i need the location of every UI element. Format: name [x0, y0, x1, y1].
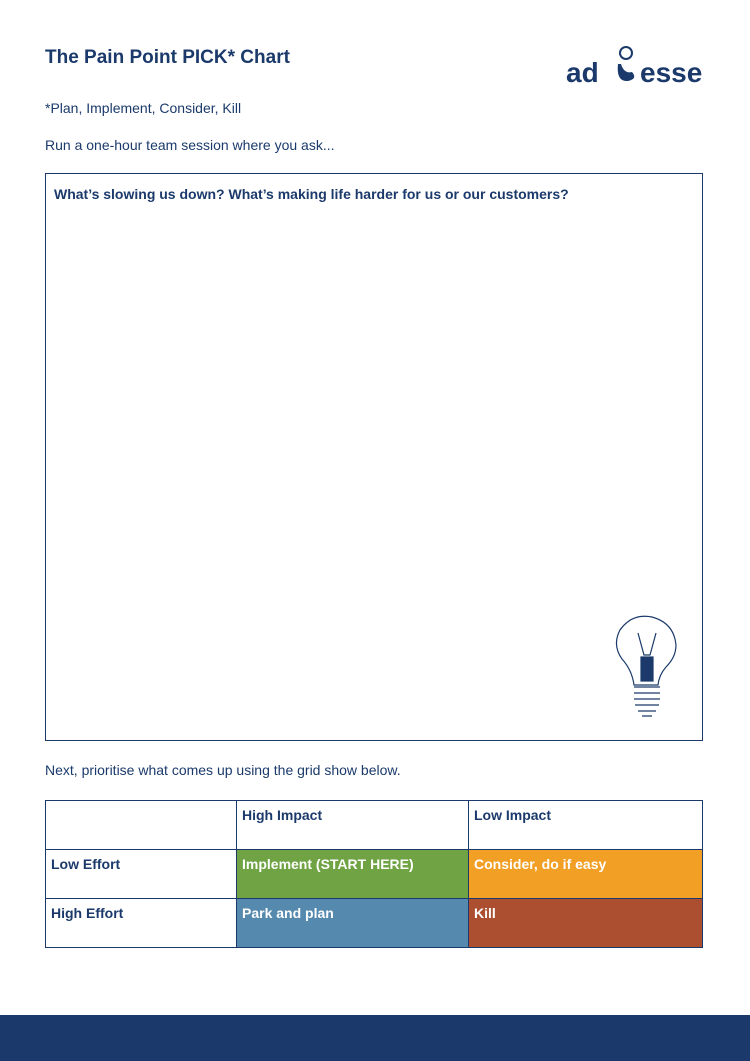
cell-park: Park and plan [237, 899, 469, 948]
intro-text: Run a one-hour team session where you ask... [45, 137, 335, 153]
svg-text:ad: ad [566, 57, 599, 88]
cell-implement: Implement (START HERE) [237, 850, 469, 899]
lightbulb-icon [612, 615, 682, 720]
footer-bar [0, 1015, 750, 1061]
grid-corner [46, 801, 237, 850]
cell-consider: Consider, do if easy [469, 850, 703, 899]
row-high-effort: High Effort [46, 899, 237, 948]
adesse-logo [566, 44, 706, 88]
header-low-impact: Low Impact [469, 801, 703, 850]
cell-kill: Kill [469, 899, 703, 948]
header-high-impact: High Impact [237, 801, 469, 850]
question-box[interactable] [45, 173, 703, 741]
next-instruction: Next, prioritise what comes up using the grid show below. [45, 762, 401, 778]
footnote: *Plan, Implement, Consider, Kill [45, 100, 242, 116]
svg-text:esse: esse [640, 57, 703, 88]
page-title: The Pain Point PICK* Chart [45, 47, 290, 68]
question-prompt: What’s slowing us down? What’s making life harder for us or our customers? [54, 186, 569, 202]
row-low-effort: Low Effort [46, 850, 237, 899]
pick-grid [45, 800, 703, 948]
